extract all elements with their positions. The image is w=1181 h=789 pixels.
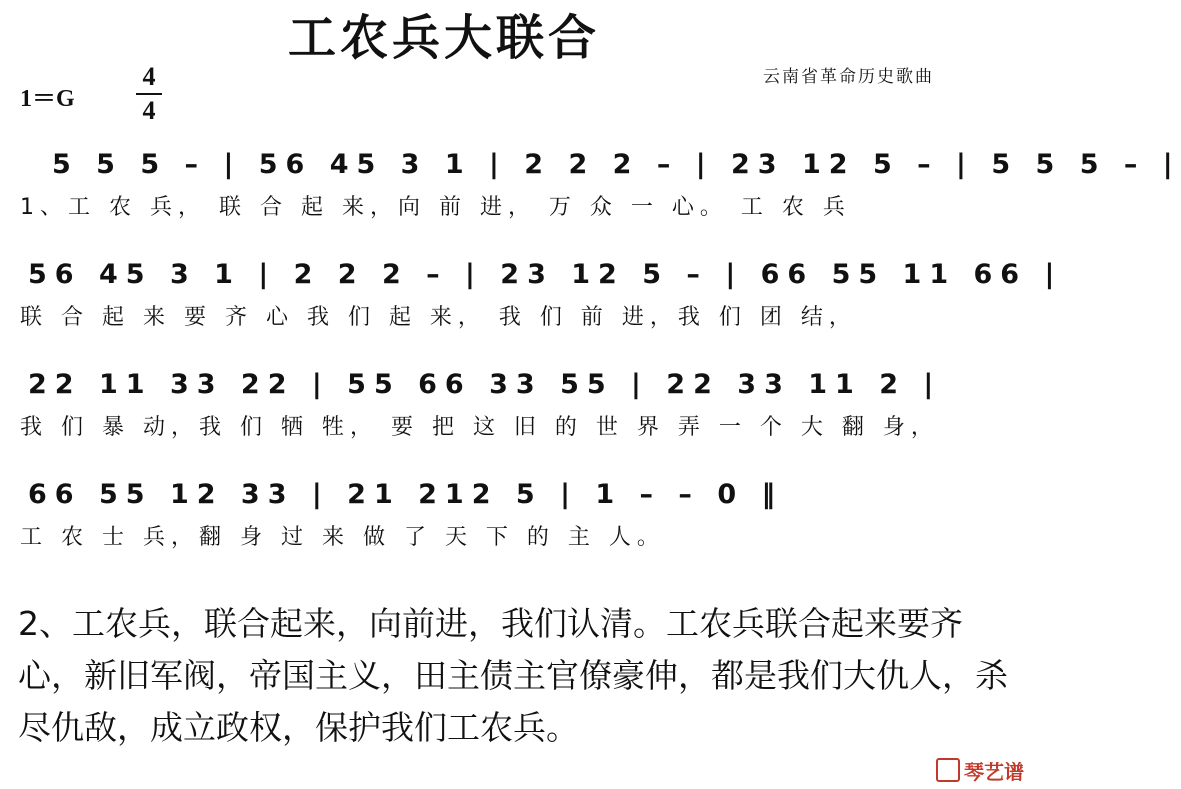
notes-line-4: 66 55 12 33 | 21 212 5 | 1 – – 0 ‖: [28, 479, 784, 510]
verse-2-text: 2、工农兵，联合起来，向前进，我们认清。工农兵联合起来要齐心，新旧军阀，帝国主义，田主债主官僚豪伸，都是我们大仇人，杀尽仇敌，成立政权，保护我们工农兵。: [18, 604, 1008, 747]
watermark-text: 琴艺谱: [964, 760, 1024, 784]
notes-line-3: 22 11 33 22 | 55 66 33 55 | 22 33 11 2 |: [28, 369, 942, 400]
song-source: 云南省革命历史歌曲: [763, 67, 934, 87]
song-title: 工农兵大联合: [288, 10, 601, 66]
time-signature-top: 4: [142, 62, 156, 91]
lyrics-line-3: 我 们 暴 动，我 们 牺 牲， 要 把 这 旧 的 世 界 弄 一 个 大 翻 身，: [20, 415, 939, 440]
lyrics-line-2: 联 合 起 来 要 齐 心 我 们 起 来， 我 们 前 进，我 们 团 结，: [20, 305, 857, 330]
lyrics-line-1: 1、工 农 兵， 联 合 起 来，向 前 进， 万 众 一 心。 工 农 兵: [20, 195, 851, 220]
notes-line-1: 5 5 5 – | 56 45 3 1 | 2 2 2 – | 23 12 5 – | 5 5 5 – |: [52, 149, 1181, 180]
notes-line-2: 56 45 3 1 | 2 2 2 – | 23 12 5 – | 66 55 11 66 |: [28, 259, 1063, 290]
watermark-logo: [936, 756, 1024, 785]
time-signature-bottom: 4: [142, 96, 156, 125]
time-signature: [136, 62, 162, 126]
piano-logo-icon: [936, 758, 960, 782]
key-signature: 1＝G: [20, 86, 75, 112]
time-signature-bar: [136, 93, 162, 95]
lyrics-line-4: 工 农 士 兵，翻 身 过 来 做 了 天 下 的 主 人。: [20, 525, 665, 550]
